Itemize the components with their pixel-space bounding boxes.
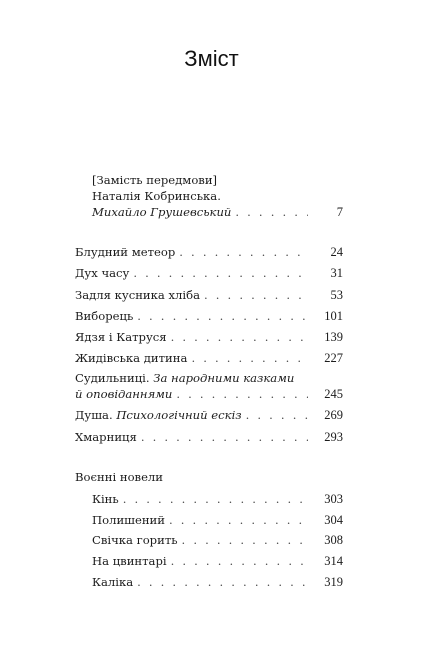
leader-dots	[141, 429, 308, 445]
toc-entry[interactable]	[92, 512, 343, 528]
leader-dots	[171, 329, 308, 345]
page-number: 53	[330, 288, 343, 302]
entry-subtitle: Психологічний ескіз	[116, 408, 242, 422]
entry-title: На цвинтарі	[92, 554, 167, 568]
entry-subtitle-cont: й оповіданнями	[75, 387, 173, 401]
entry-title: Каліка	[92, 575, 134, 589]
preface-line-1: [Замість передмови]	[92, 173, 218, 187]
leader-dots	[123, 491, 308, 507]
page-number: 245	[324, 387, 343, 401]
leader-dots	[137, 574, 308, 590]
entry-title: Кінь	[92, 492, 119, 506]
leader-dots	[204, 287, 308, 303]
section-heading: Воєнні новели	[75, 470, 164, 484]
page-number: 304	[324, 513, 343, 527]
page-number: 227	[324, 351, 343, 365]
preface-author: Михайло Грушевський	[92, 205, 232, 219]
page-title: Зміст	[184, 46, 239, 71]
entry-title: Виборець	[75, 309, 134, 323]
leader-dots	[133, 265, 308, 281]
page-number: 139	[324, 330, 343, 344]
entry-title: Задля кусника хліба	[75, 288, 201, 302]
leader-dots	[169, 512, 308, 528]
toc-entry[interactable]	[75, 329, 343, 345]
page-number: 308	[324, 533, 343, 547]
toc-entry-dusha[interactable]	[75, 407, 343, 423]
toc-entry-sudylnytsi[interactable]	[75, 370, 343, 402]
toc-entry[interactable]	[75, 429, 343, 445]
toc-entry[interactable]	[92, 491, 343, 507]
toc-entry[interactable]	[75, 308, 343, 324]
page-number: 101	[324, 309, 343, 323]
toc-entry[interactable]	[75, 265, 343, 281]
leader-dots	[191, 350, 308, 366]
entry-title: Жидівська дитина	[75, 351, 188, 365]
leader-dots	[235, 204, 308, 220]
toc-entry[interactable]	[75, 287, 343, 303]
page-number: 24	[330, 245, 343, 259]
toc-entry[interactable]	[92, 553, 343, 569]
entry-title: Полишений	[92, 513, 166, 527]
entry-title: Ядзя і Катруся	[75, 330, 167, 344]
leader-dots	[246, 407, 308, 423]
leader-dots	[182, 532, 308, 548]
entry-title: Свічка горить	[92, 533, 178, 547]
toc-entry[interactable]	[92, 574, 343, 590]
entry-title: Хмарниця	[75, 430, 137, 444]
toc-entry-preface[interactable]	[92, 172, 343, 220]
page-number: 314	[324, 554, 343, 568]
leader-dots	[137, 308, 308, 324]
leader-dots	[176, 386, 308, 402]
leader-dots	[179, 244, 308, 260]
page-number: 303	[324, 492, 343, 506]
leader-dots	[171, 553, 308, 569]
toc-entry[interactable]	[92, 532, 343, 548]
entry-title: Душа.	[75, 408, 113, 422]
entry-title: Блудний метеор	[75, 245, 176, 259]
page-number: 293	[324, 430, 343, 444]
page-number: 269	[324, 408, 343, 422]
toc-entry[interactable]	[75, 244, 343, 260]
entry-subtitle: За народними казками	[153, 371, 295, 385]
toc-entry[interactable]	[75, 350, 343, 366]
page-number: 7	[336, 205, 343, 219]
preface-line-2: Наталія Кобринська.	[92, 189, 221, 203]
page-number: 31	[330, 266, 343, 280]
entry-title: Судильниці.	[75, 371, 150, 385]
entry-title: Дух часу	[75, 266, 130, 280]
page-number: 319	[324, 575, 343, 589]
